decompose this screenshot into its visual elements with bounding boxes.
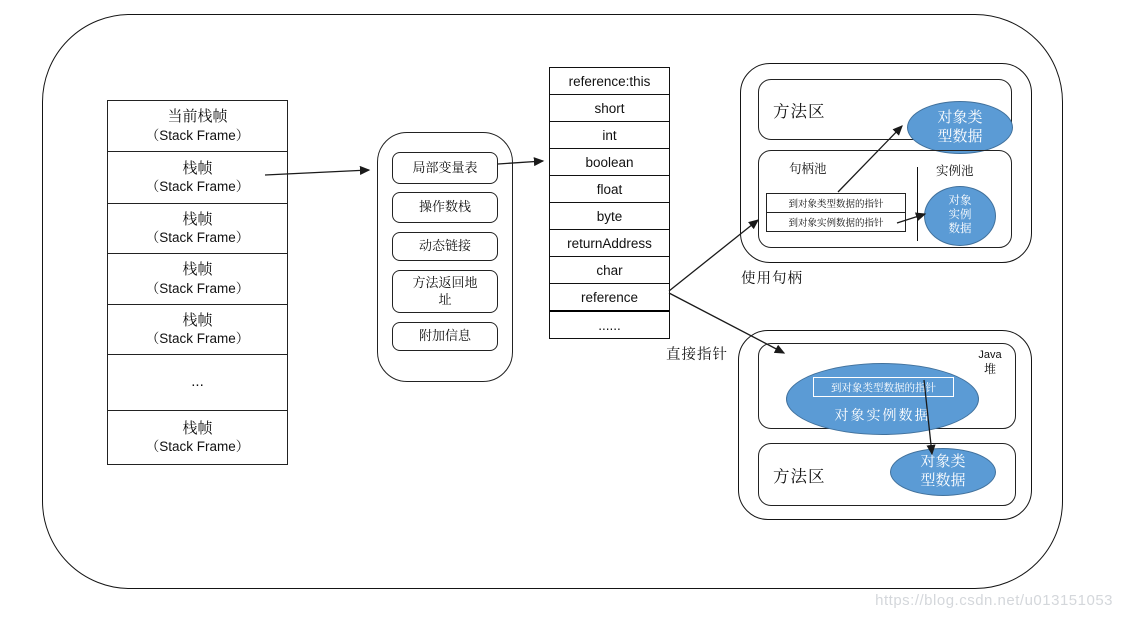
table-row-reference: reference <box>550 283 669 310</box>
handle-pool-label: 句柄池 <box>789 162 827 176</box>
watermark-url: https://blog.csdn.net/u013151053 <box>875 592 1113 609</box>
handle-access-group <box>740 63 1032 263</box>
pointer-to-type-data-box: 到对象类型数据的指针 <box>813 377 954 397</box>
method-area-label: 方法区 <box>773 102 826 121</box>
table-row: int <box>550 121 669 148</box>
instance-pool-label: 实例池 <box>936 164 974 178</box>
java-heap-label-line1: Java <box>978 349 1002 361</box>
stack-frame-subname: （Stack Frame） <box>145 179 250 195</box>
pool-divider-line <box>917 167 918 241</box>
stack-frame-name: 栈帧 <box>182 261 213 279</box>
method-return-address-label: 方法返回地址 <box>412 274 478 307</box>
object-instance-data-label: 对象实例数据 <box>948 195 972 235</box>
object-instance-data-ellipse <box>924 186 996 246</box>
table-row: short <box>550 94 669 121</box>
stack-frame-name: 栈帧 <box>182 419 213 437</box>
object-type-data-ellipse <box>890 448 996 496</box>
stack-frame-row <box>108 410 287 464</box>
object-instance-data-label: 对象实例数据 <box>834 407 931 423</box>
stack-frame-row <box>108 253 287 304</box>
object-type-data-label: 对象类型数据 <box>920 453 966 489</box>
stack-frame-row <box>108 151 287 203</box>
method-area-label: 方法区 <box>773 467 826 486</box>
handle-instance-pool-box <box>758 150 1012 248</box>
java-heap-label-line2: 堆 <box>983 362 996 377</box>
handle-pointer-stack <box>766 193 906 232</box>
table-row-ellipsis: ...... <box>550 310 669 338</box>
dynamic-linking-box: 动态链接 <box>392 232 498 261</box>
handle-access-caption: 使用句柄 <box>741 271 803 287</box>
stack-frame-subname: （Stack Frame） <box>145 331 250 347</box>
stack-frame-subname: （Stack Frame） <box>145 439 250 455</box>
stack-frame-row <box>108 203 287 253</box>
table-row: char <box>550 256 669 283</box>
stack-frame-ellipsis-row <box>108 354 287 410</box>
local-variable-table-box: 局部变量表 <box>392 152 498 184</box>
java-heap-label <box>964 348 1016 377</box>
pointer-to-instance-data-box: 到对象实例数据的指针 <box>766 212 906 232</box>
additional-info-box: 附加信息 <box>392 322 498 351</box>
object-instance-data-ellipse <box>786 363 979 435</box>
table-row: byte <box>550 202 669 229</box>
table-row: returnAddress <box>550 229 669 256</box>
stack-frame-name: 当前栈帧 <box>167 108 228 126</box>
stack-frame-row <box>108 101 287 151</box>
table-row: boolean <box>550 148 669 175</box>
java-heap-box <box>758 343 1016 429</box>
direct-pointer-caption: 直接指针 <box>666 347 728 363</box>
stack-frame-subname: （Stack Frame） <box>145 230 250 246</box>
variable-type-table <box>549 67 670 339</box>
stack-frame-name: 栈帧 <box>182 311 213 329</box>
method-return-address-box <box>392 270 498 313</box>
object-type-data-ellipse <box>907 101 1013 154</box>
ellipsis-text: ... <box>191 373 204 391</box>
stack-frame-name: 栈帧 <box>182 210 213 228</box>
direct-pointer-group <box>738 330 1032 520</box>
pointer-to-type-data-box: 到对象类型数据的指针 <box>766 193 906 213</box>
object-type-data-label: 对象类型数据 <box>937 108 983 145</box>
vm-stack-table <box>107 100 288 465</box>
stack-frame-name: 栈帧 <box>182 159 213 177</box>
stack-frame-row <box>108 304 287 354</box>
operand-stack-box: 操作数栈 <box>392 192 498 223</box>
stack-frame-subname: （Stack Frame） <box>145 127 250 143</box>
stack-frame-detail-panel <box>377 132 513 382</box>
table-row: float <box>550 175 669 202</box>
table-row: reference:this <box>568 73 651 89</box>
stack-frame-subname: （Stack Frame） <box>145 280 250 296</box>
method-area-box <box>758 79 1012 145</box>
